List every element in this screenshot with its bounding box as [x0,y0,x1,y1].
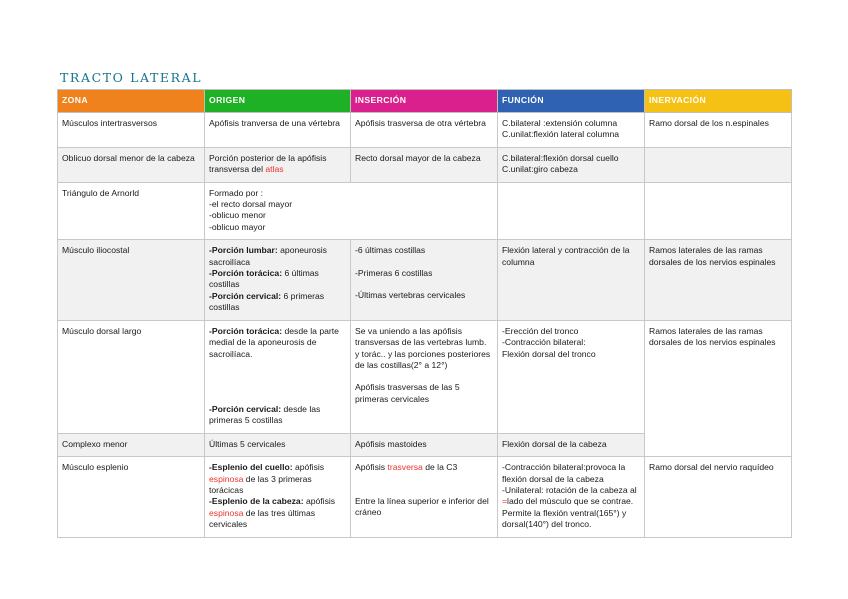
bold-label: -Esplenio de la cabeza: [209,496,304,507]
cell-inervacion: Ramos laterales de las ramas dorsales de los nervios espinales [645,240,792,320]
bold-label: -Porción torácica: [209,268,283,279]
highlight-text: espinosa [209,507,244,518]
cell-zona: Triángulo de Arnorld [58,182,205,240]
cell-origen [205,182,498,240]
text-span: apófisis [292,462,325,473]
text-line: -Primeras 6 costillas [355,267,433,278]
text-line: Permite la flexión ventral(165°) y dorsal(140°) del tronco. [502,507,627,530]
cell-insercion: Apófisis trasversa de otra vértebra [351,113,498,148]
text-span: lado del músculo que se contrae. [507,496,634,507]
text-line: -Contracción bilateral:provoca la flexión dorsal de la cabeza [502,462,626,484]
header-row [58,90,792,113]
bold-label: -Porción lumbar: [209,245,278,256]
text-line: Formado por : [209,187,263,198]
cell-insercion: Recto dorsal mayor de la cabeza [351,147,498,182]
cell-funcion [498,147,645,182]
page-title: TRACTO LATERAL [60,70,203,85]
cell-insercion [351,240,498,320]
cell-origen [205,147,351,182]
text-span: desde la parte medial de la aponeurosis de sacroilíaca. [209,325,339,359]
cell-zona: Oblicuo dorsal menor de la cabeza [58,147,205,182]
text-line: Se va uniendo a las apófisis transversas de las vertebras lumb. y torác.. y las porciones posteriores de las costillas(2° a 12°) [355,325,491,370]
text-span: Porción posterior de la apófisis transversa del [209,152,327,175]
text-line [209,268,346,291]
text-line: Apófisis trasversas de las 5 primeras cervicales [355,382,460,404]
cell-funcion [498,320,645,433]
text-line [209,496,346,530]
text-span: 6 primeras costillas [209,290,325,313]
header-insercion: INSERCIÓN [351,90,498,113]
cell-origen [205,240,351,320]
highlight-text: espinosa [209,473,244,484]
bold-label: -Porción cervical: [209,290,282,301]
highlight-text: atlas [265,164,284,175]
text-line [209,404,346,427]
text-span: -Unilateral: rotación de la cabeza al [502,484,637,495]
text-line [209,245,346,268]
table-row [58,240,792,320]
text-line: -oblicuo mayor [209,221,266,232]
bold-label: -Porción cervical: [209,403,282,414]
text-line: Flexión dorsal del tronco [502,348,596,359]
text-span: desde las primeras 5 costillas [209,403,321,426]
cell-origen: Apófisis tranversa de una vértebra [205,113,351,148]
text-line [355,462,493,473]
text-line: -Erección del tronco [502,325,579,336]
cell-funcion [498,457,645,537]
text-line: C.bilateral :extensión columna [502,118,618,128]
text-line [209,326,346,360]
text-line: -Contracción bilateral: [502,337,586,348]
text-span: 6 últimas costillas [209,268,319,290]
spacer [209,382,346,404]
cell-inervacion [645,147,792,182]
header-origen: ORIGEN [205,90,351,113]
text-span: de las 3 primeras torácicas [209,473,312,495]
cell-origen [205,320,351,433]
cell-zona: Músculo esplenio [58,457,205,537]
text-line: C.bilateral:flexión dorsal cuello [502,152,619,163]
highlight-text: trasversa [387,462,423,473]
header-zona: ZONA [58,90,205,113]
text-line: C.unilat:giro cabeza [502,164,578,175]
text-line: -el recto dorsal mayor [209,199,293,210]
cell-inervacion: Ramo dorsal del nervio raquídeo [645,457,792,537]
cell-zona: Músculo iliocostal [58,240,205,320]
cell-insercion [351,320,498,433]
table-row [58,147,792,182]
spacer [355,371,493,382]
header-inervacion: INERVACIÓN [645,90,792,113]
cell-funcion [498,182,645,240]
cell-origen: Últimas 5 cervicales [205,433,351,456]
cell-inervacion: Ramo dorsal de los n.espinales [645,113,792,148]
text-line [209,291,346,314]
text-line: -6 últimas costillas [355,245,426,256]
cell-insercion: Apófisis mastoides [351,433,498,456]
text-span: aponeurosis sacroilíaca [209,245,327,267]
table-row [58,320,792,433]
spacer [355,257,493,268]
text-line [209,462,346,496]
header-funcion: FUNCIÓN [498,90,645,113]
bold-label: -Esplenio del cuello: [209,462,293,473]
text-line: -oblicuo menor [209,210,266,221]
text-line: Entre la línea superior e inferior del cráneo [355,495,489,517]
cell-funcion [498,113,645,148]
spacer [355,474,493,496]
muscle-table [57,89,792,538]
cell-funcion: Flexión dorsal de la cabeza [498,433,645,456]
cell-origen [205,457,351,537]
table-row [58,113,792,148]
bold-label: -Porción torácica: [209,325,283,336]
cell-zona: Músculos intertrasversos [58,113,205,148]
cell-insercion [351,457,498,537]
text-line [502,485,640,508]
cell-inervacion: Ramos laterales de las ramas dorsales de los nervios espinales [645,320,792,456]
cell-inervacion [645,182,792,240]
text-line: -Últimas vertebras cervicales [355,290,466,301]
spacer [355,279,493,290]
text-line: C.unilat:flexión lateral columna [502,129,620,140]
text-span: de la C3 [422,462,458,473]
text-span: apófisis [303,496,336,507]
highlight-text: = [502,496,508,507]
text-span: Apófisis [355,462,388,473]
cell-zona: Músculo dorsal largo [58,320,205,433]
table-row [58,457,792,537]
cell-zona: Complexo menor [58,433,205,456]
cell-funcion: Flexión lateral y contracción de la columna [498,240,645,320]
spacer [209,360,346,382]
text-span: de las tres últimas cervicales [209,507,316,530]
table-row [58,182,792,240]
